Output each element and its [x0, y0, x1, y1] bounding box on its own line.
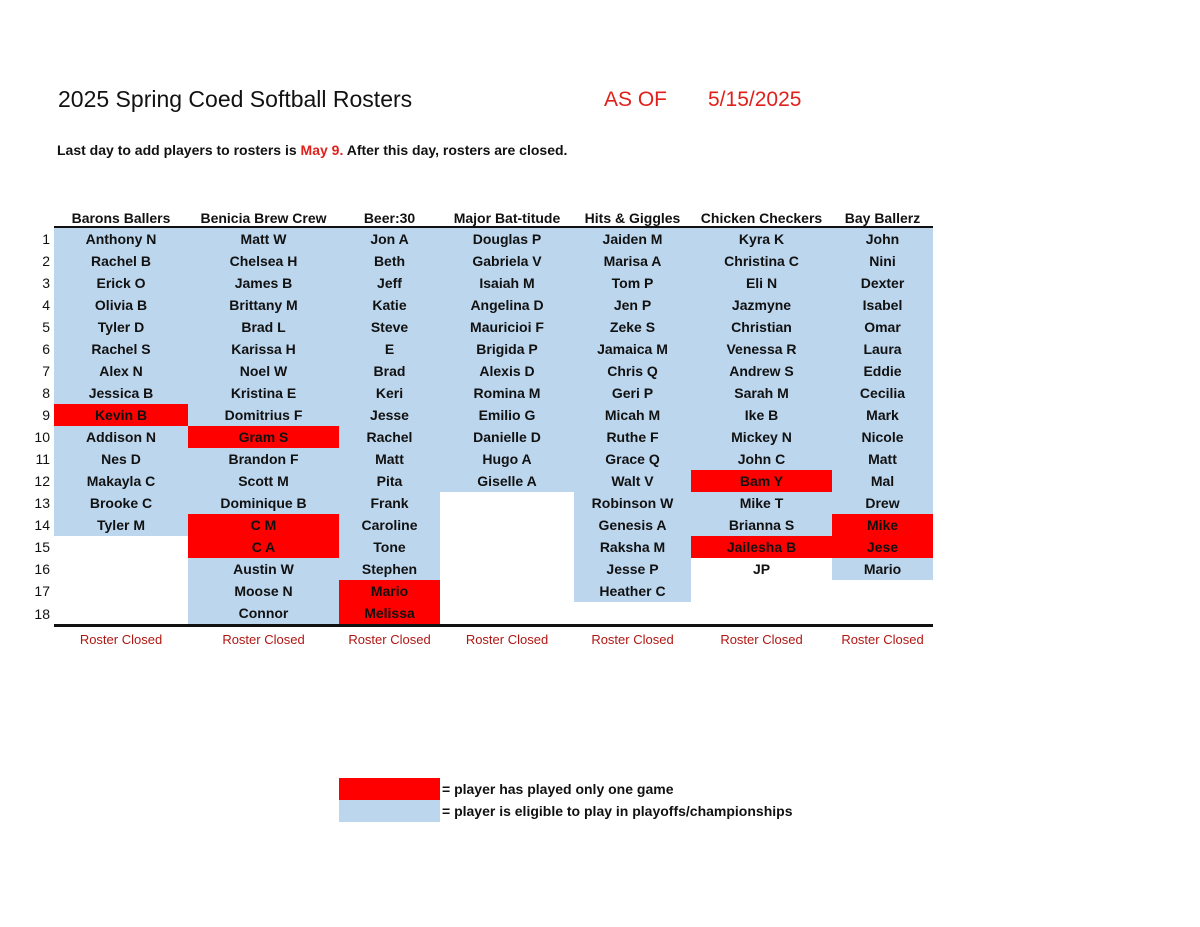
player-cell: Brad L: [188, 316, 339, 338]
row-number: 4: [42, 297, 50, 313]
player-cell: Drew: [832, 492, 933, 514]
player-cell: Gram S: [188, 426, 339, 448]
as-of-label: AS OF: [604, 88, 668, 111]
legend-eligible-text: = player is eligible to play in playoffs/championships: [442, 803, 793, 819]
roster-row: [28, 294, 933, 316]
player-cell: Rachel S: [54, 338, 188, 360]
roster-deadline-notice: [57, 142, 567, 158]
player-cell: Brooke C: [54, 492, 188, 514]
player-cell: Steve: [339, 316, 440, 338]
empty-cell: [440, 536, 574, 558]
row-number: 14: [34, 517, 50, 533]
player-cell: Jamaica M: [574, 338, 691, 360]
player-cell: Kevin B: [54, 404, 188, 426]
row-number: 17: [34, 583, 50, 599]
player-cell: Anthony N: [54, 227, 188, 250]
player-cell: Brittany M: [188, 294, 339, 316]
player-cell: Genesis A: [574, 514, 691, 536]
player-cell: Sarah M: [691, 382, 832, 404]
player-cell: Alex N: [54, 360, 188, 382]
roster-row: [28, 470, 933, 492]
player-cell: Addison N: [54, 426, 188, 448]
player-cell: Connor: [188, 602, 339, 626]
roster-closed-status: Roster Closed: [348, 631, 431, 647]
player-cell: Micah M: [574, 404, 691, 426]
player-cell: Brad: [339, 360, 440, 382]
player-cell: Venessa R: [691, 338, 832, 360]
player-cell: Christina C: [691, 250, 832, 272]
player-cell: Austin W: [188, 558, 339, 580]
team-name-header: Hits & Giggles: [574, 204, 691, 227]
roster-row: [28, 382, 933, 404]
roster-row: [28, 448, 933, 470]
legend-red-swatch: [339, 778, 440, 800]
empty-cell: [440, 558, 574, 580]
row-number: 9: [42, 407, 50, 423]
player-cell: Mickey N: [691, 426, 832, 448]
notice-text-before: Last day to add players to rosters is: [57, 142, 301, 158]
legend-one-game-text: = player has played only one game: [442, 781, 674, 797]
team-name-header: Chicken Checkers: [691, 204, 832, 227]
player-cell: Tyler M: [54, 514, 188, 536]
empty-cell: [54, 580, 188, 602]
row-number: 6: [42, 341, 50, 357]
player-cell: Gabriela V: [440, 250, 574, 272]
roster-row: [28, 272, 933, 294]
empty-cell: [54, 558, 188, 580]
roster-row: [28, 360, 933, 382]
empty-cell: [440, 580, 574, 602]
player-cell: Jaiden M: [574, 227, 691, 250]
player-cell: Christian: [691, 316, 832, 338]
row-number: 1: [42, 230, 50, 247]
roster-row: [28, 558, 933, 580]
notice-text-after: After this day, rosters are closed.: [343, 142, 568, 158]
roster-row: [28, 492, 933, 514]
player-cell: Cecilia: [832, 382, 933, 404]
roster-closed-status: Roster Closed: [465, 631, 549, 647]
player-cell: Matt: [339, 448, 440, 470]
roster-row: [28, 536, 933, 558]
player-cell: Chelsea H: [188, 250, 339, 272]
player-cell: Rachel: [339, 426, 440, 448]
roster-row: [28, 602, 933, 626]
roster-closed-status: Roster Closed: [222, 631, 305, 647]
team-name-header: Benicia Brew Crew: [188, 204, 339, 227]
roster-row: [28, 227, 933, 250]
roster-status-row: [28, 626, 933, 652]
player-cell: Giselle A: [440, 470, 574, 492]
player-cell: Jon A: [339, 227, 440, 250]
player-cell: E: [339, 338, 440, 360]
player-cell: Mauricioi F: [440, 316, 574, 338]
player-cell: Mario: [339, 580, 440, 602]
roster-body: [28, 227, 933, 626]
roster-row: [28, 316, 933, 338]
player-cell: Jailesha B: [691, 536, 832, 558]
player-cell: Ruthe F: [574, 426, 691, 448]
row-number: 2: [42, 253, 50, 269]
row-number: 10: [34, 429, 50, 445]
player-cell: Makayla C: [54, 470, 188, 492]
player-cell: Mike T: [691, 492, 832, 514]
player-cell: Katie: [339, 294, 440, 316]
player-cell: Keri: [339, 382, 440, 404]
roster-row: [28, 338, 933, 360]
player-cell: Stephen: [339, 558, 440, 580]
roster-table: [28, 204, 933, 651]
player-cell: Mike: [832, 514, 933, 536]
player-cell: Moose N: [188, 580, 339, 602]
player-cell: Romina M: [440, 382, 574, 404]
row-number: 15: [34, 539, 50, 555]
legend-one-game: [339, 778, 673, 800]
player-cell: Angelina D: [440, 294, 574, 316]
player-cell: JP: [752, 561, 771, 577]
player-cell: Ike B: [691, 404, 832, 426]
player-cell: Scott M: [188, 470, 339, 492]
player-cell: Jen P: [574, 294, 691, 316]
player-cell: Andrew S: [691, 360, 832, 382]
empty-cell: [691, 580, 832, 602]
player-cell: Alexis D: [440, 360, 574, 382]
team-name-header: Beer:30: [339, 204, 440, 227]
row-number: 16: [34, 561, 50, 577]
player-cell: Domitrius F: [188, 404, 339, 426]
empty-cell: [54, 536, 188, 558]
player-cell: Walt V: [574, 470, 691, 492]
player-cell: Brigida P: [440, 338, 574, 360]
player-cell: Jessica B: [54, 382, 188, 404]
player-cell: Beth: [339, 250, 440, 272]
page-title: 2025 Spring Coed Softball Rosters: [58, 86, 413, 112]
player-cell: C A: [188, 536, 339, 558]
player-cell: Danielle D: [440, 426, 574, 448]
player-cell: Matt: [832, 448, 933, 470]
row-number: 8: [42, 385, 50, 401]
player-cell: Jese: [832, 536, 933, 558]
player-cell: Erick O: [54, 272, 188, 294]
empty-cell: [54, 602, 188, 626]
row-number: 3: [42, 275, 50, 291]
player-cell: Omar: [832, 316, 933, 338]
player-cell: Brianna S: [691, 514, 832, 536]
player-cell: Frank: [339, 492, 440, 514]
player-cell: Tone: [339, 536, 440, 558]
player-cell: C M: [188, 514, 339, 536]
team-name-header: Major Bat-titude: [440, 204, 574, 227]
player-cell: Matt W: [188, 227, 339, 250]
player-cell: Laura: [832, 338, 933, 360]
row-number: 7: [42, 363, 50, 379]
roster-closed-status: Roster Closed: [79, 631, 163, 647]
player-cell: Rachel B: [54, 250, 188, 272]
row-number: 5: [42, 319, 50, 335]
player-cell: Tom P: [574, 272, 691, 294]
player-cell: Olivia B: [54, 294, 188, 316]
empty-cell: [440, 492, 574, 514]
player-cell: Robinson W: [574, 492, 691, 514]
as-of-date: 5/15/2025: [708, 88, 802, 111]
row-number: 12: [34, 473, 50, 489]
player-cell: Raksha M: [574, 536, 691, 558]
player-cell: Nini: [832, 250, 933, 272]
player-cell: Isaiah M: [440, 272, 574, 294]
player-cell: Mal: [832, 470, 933, 492]
player-cell: Caroline: [339, 514, 440, 536]
player-cell: James B: [188, 272, 339, 294]
player-cell: Melissa: [339, 602, 440, 626]
player-cell: Eli N: [691, 272, 832, 294]
player-cell: John: [832, 227, 933, 250]
empty-cell: [440, 602, 574, 626]
player-cell: Pita: [339, 470, 440, 492]
player-cell: Nicole: [832, 426, 933, 448]
player-cell: Dexter: [832, 272, 933, 294]
roster-closed-status: Roster Closed: [841, 631, 924, 647]
player-cell: Noel W: [188, 360, 339, 382]
player-cell: Marisa A: [574, 250, 691, 272]
row-number: 13: [34, 495, 50, 511]
player-cell: Heather C: [574, 580, 691, 602]
player-cell: Hugo A: [440, 448, 574, 470]
roster-closed-status: Roster Closed: [591, 631, 674, 647]
player-cell: Jeff: [339, 272, 440, 294]
player-cell: Zeke S: [574, 316, 691, 338]
roster-row: [28, 514, 933, 536]
empty-cell: [574, 602, 691, 626]
player-cell: Bam Y: [691, 470, 832, 492]
player-cell: John C: [691, 448, 832, 470]
roster-row: [28, 404, 933, 426]
player-cell: Kristina E: [188, 382, 339, 404]
roster-row: [28, 580, 933, 602]
player-cell: Karissa H: [188, 338, 339, 360]
legend-eligible: [339, 800, 792, 822]
row-number-header: [28, 204, 54, 227]
player-cell: Jazmyne: [691, 294, 832, 316]
empty-cell: [832, 602, 933, 626]
player-cell: Jesse: [339, 404, 440, 426]
empty-cell: [440, 514, 574, 536]
empty-cell: [832, 580, 933, 602]
player-cell: Jesse P: [574, 558, 691, 580]
row-number: 18: [34, 605, 50, 622]
player-cell: Geri P: [574, 382, 691, 404]
player-cell: Mark: [832, 404, 933, 426]
player-cell: Isabel: [832, 294, 933, 316]
player-cell: Grace Q: [574, 448, 691, 470]
row-number: 11: [35, 451, 50, 467]
legend-blue-swatch: [339, 800, 440, 822]
roster-row: [28, 426, 933, 448]
player-cell: Dominique B: [188, 492, 339, 514]
player-cell: Chris Q: [574, 360, 691, 382]
player-cell: Tyler D: [54, 316, 188, 338]
player-cell: Mario: [832, 558, 933, 580]
player-cell: Brandon F: [188, 448, 339, 470]
team-name-header: Bay Ballerz: [832, 204, 933, 227]
empty-cell: [691, 602, 832, 626]
deadline-date: May 9.: [300, 142, 344, 158]
roster-row: [28, 250, 933, 272]
player-cell: Douglas P: [440, 227, 574, 250]
player-cell: Kyra K: [691, 227, 832, 250]
team-name-header: Barons Ballers: [54, 204, 188, 227]
status-spacer: [28, 626, 54, 652]
player-cell: Nes D: [54, 448, 188, 470]
roster-closed-status: Roster Closed: [720, 631, 803, 647]
player-cell: Emilio G: [440, 404, 574, 426]
player-cell: Eddie: [832, 360, 933, 382]
team-header-row: [28, 204, 933, 227]
